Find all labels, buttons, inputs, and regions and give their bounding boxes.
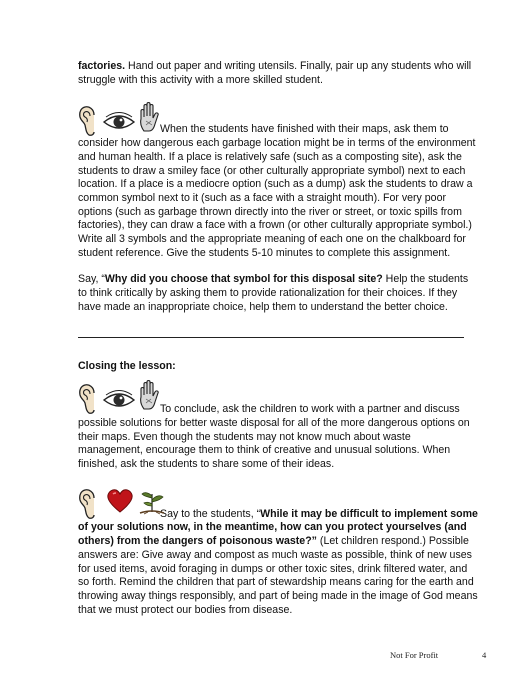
- ear-icon: [78, 105, 100, 137]
- paragraph-protect: [78, 508, 478, 618]
- ear-icon: [78, 383, 100, 415]
- page-number: 4: [482, 650, 487, 660]
- paragraph-say-symbol: [78, 273, 478, 314]
- protect-prefix: Say to the students, “: [160, 507, 261, 520]
- closing-heading-text: Closing the lesson:: [78, 359, 176, 372]
- paragraph-intro-text: Hand out paper and writing utensils. Finally, pair up any students who will struggle with this activity with a more skilled student.: [78, 60, 472, 86]
- page-content: [78, 60, 478, 630]
- hand-icon: [138, 101, 160, 133]
- icon-group-listen-see-do: [78, 105, 478, 139]
- paragraph-conclude-text: To conclude, ask the children to work with a partner and discuss possible solutions for better waste disposal for all of the more dangerous options on their maps. Even though the students may not know much about waste management, encourage them to think of creative and unusual solutions. When finished, ask the students to share some of their ideas.: [78, 403, 470, 471]
- ear-icon: [78, 488, 100, 520]
- page-footer: [390, 649, 490, 663]
- paragraph-intro: [78, 60, 478, 87]
- eye-icon: [102, 111, 136, 133]
- heart-icon: [106, 488, 134, 514]
- protect-followup: (Let children respond.) Possible answers are: Give away and compost as much waste as possible, think of new uses for used items, avoid foraging in dumps or other toxic sites, drink filtered water, and so forth. Remind the children that part of stewardship means caring for the earth and throwing away things responsibly, and part of being made in the image of God means that we must protect our bodies from disease.: [78, 535, 478, 616]
- sprout-icon: [138, 486, 166, 516]
- paragraph-intro-bold: factories.: [78, 60, 126, 72]
- say-question-bold: Why did you choose that symbol for this disposal site?: [104, 273, 383, 286]
- say-followup: Help the students to think critically by asking them to provide rationalization for their choices. If they have made an inappropriate choice, help them to understand the better choice.: [78, 273, 469, 313]
- footer-label: Not For Profit: [390, 650, 439, 660]
- paragraph-maps: [78, 123, 478, 260]
- hand-icon: [138, 379, 160, 411]
- icon-group-protect: [78, 488, 478, 522]
- icon-group-closing: [78, 383, 478, 417]
- section-divider: [78, 337, 464, 338]
- paragraph-maps-text: When the students have finished with their maps, ask them to consider how dangerous each garbage location might be in terms of the environment and human health. If a place is relatively safe (such as a composting site), ask the students to draw a smiley face (or other culturally appropriate symbol) next to each location. If a place is a mediocre option (such as a dump) ask the students to draw a common symbol next to it (such as a face with a straight mouth). For very poor options (such as garbage thrown directly into the river or street, or toxic spills from factories), they can draw a face with a frown (or other culturally appropriate symbol.) Write all 3 symbols and the appropriate meaning of each one on the chalkboard for student reference. Give the students 5-10 minutes to complete this assignment.: [78, 123, 476, 259]
- protect-question-bold: While it may be difficult to implement some of your solutions now, in the meantime, how can you protect yourselves (and others) from the dangers of poisonous waste?”: [78, 507, 478, 548]
- eye-icon: [102, 389, 136, 411]
- closing-heading: [78, 360, 478, 374]
- say-prefix: Say, “: [78, 273, 105, 286]
